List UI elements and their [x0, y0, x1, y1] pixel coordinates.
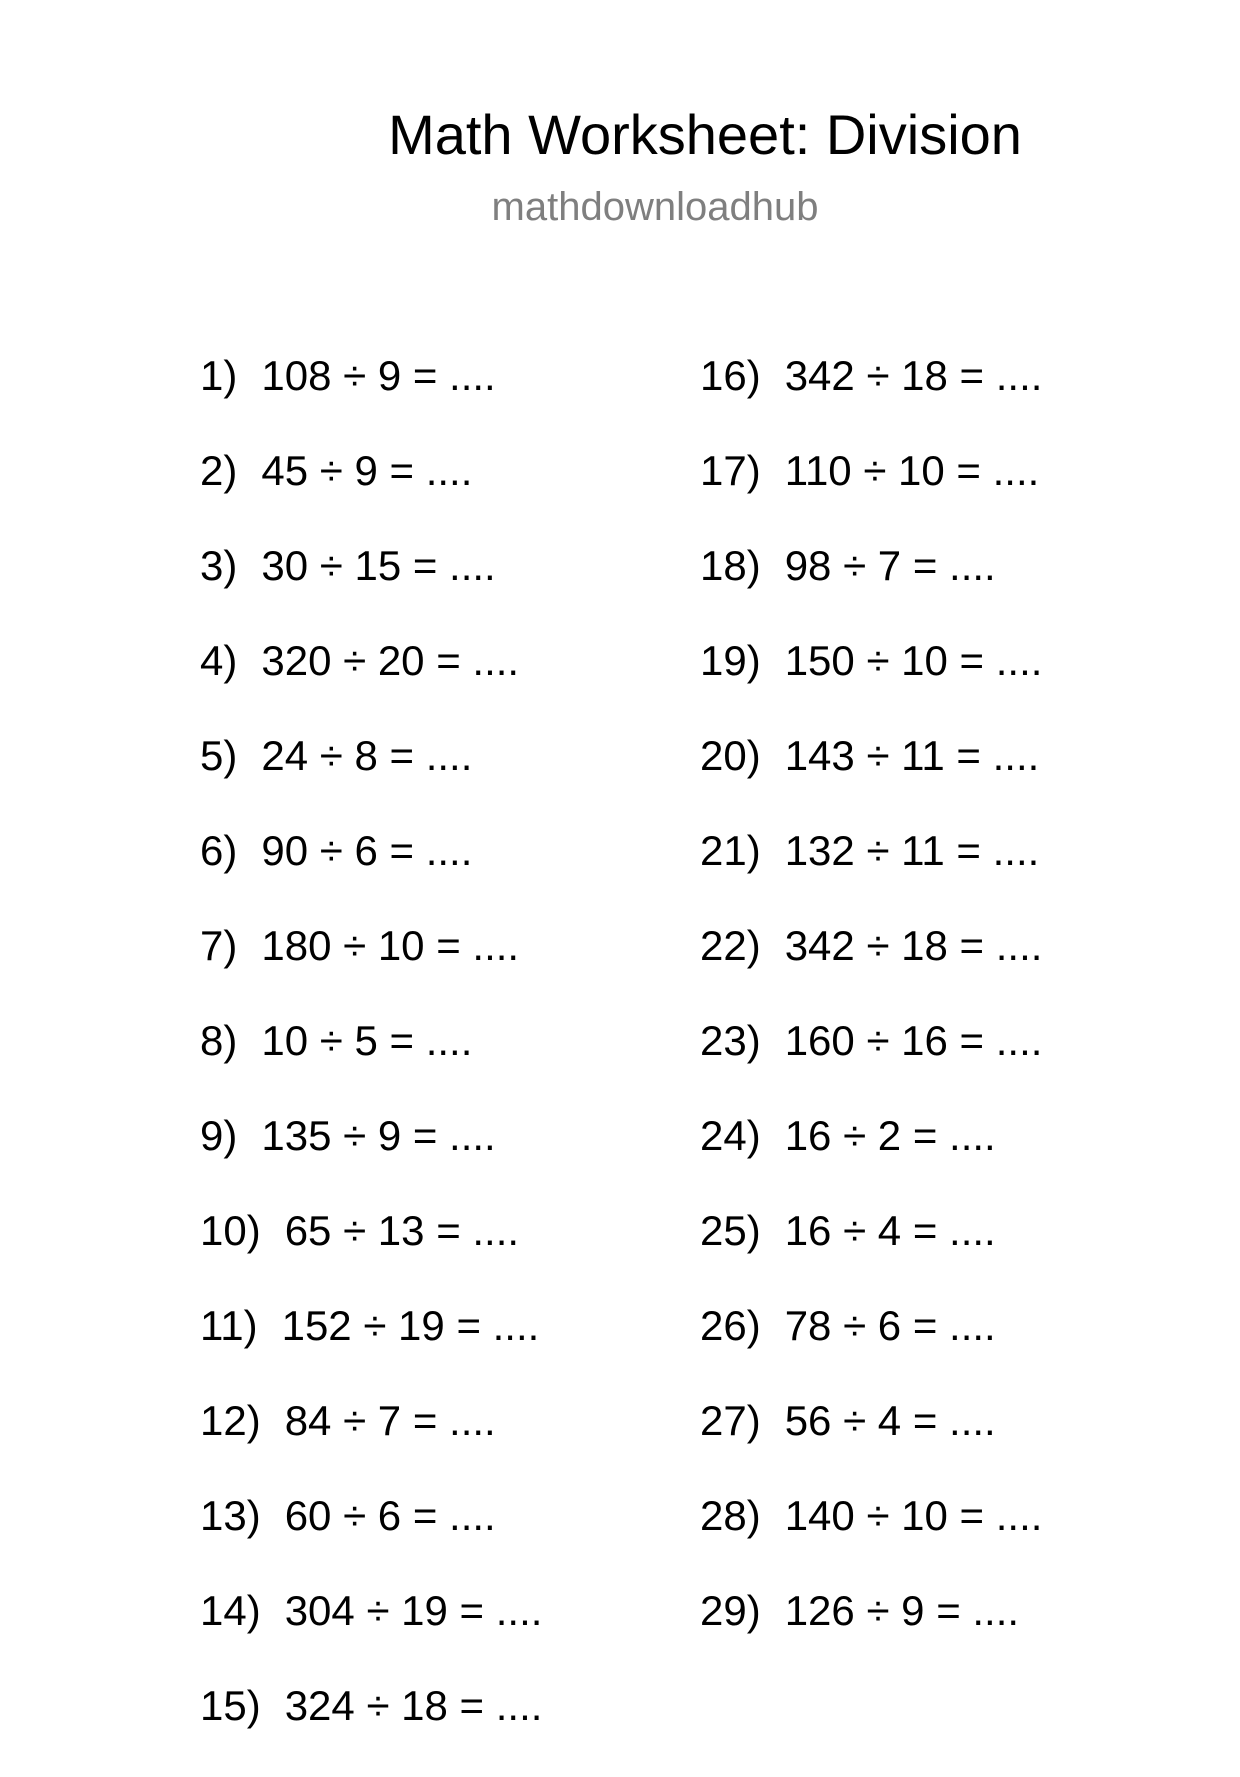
problem-expression: 10 ÷ 5 = ....	[261, 1017, 473, 1064]
problem-expression: 320 ÷ 20 = ....	[261, 637, 520, 684]
problem-item	[700, 827, 1042, 922]
problem-item	[700, 1492, 1042, 1587]
problem-number: 22)	[700, 922, 761, 969]
problem-expression: 150 ÷ 10 = ....	[784, 637, 1043, 684]
problem-expression: 324 ÷ 18 = ....	[284, 1682, 543, 1729]
problem-number: 7)	[200, 922, 238, 969]
problem-item	[200, 1302, 542, 1397]
problem-item	[200, 1492, 542, 1587]
problem-number: 13)	[200, 1492, 261, 1539]
problem-number: 11)	[200, 1302, 258, 1349]
problem-item	[200, 827, 542, 922]
problem-number: 29)	[700, 1587, 761, 1634]
problem-number: 2)	[200, 447, 238, 494]
problem-item	[700, 352, 1042, 447]
problem-expression: 16 ÷ 4 = ....	[784, 1207, 996, 1254]
problem-expression: 126 ÷ 9 = ....	[784, 1587, 1020, 1634]
problem-number: 19)	[700, 637, 761, 684]
problem-number: 16)	[700, 352, 761, 399]
problem-expression: 60 ÷ 6 = ....	[284, 1492, 496, 1539]
problem-number: 17)	[700, 447, 761, 494]
problem-number: 23)	[700, 1017, 761, 1064]
problem-number: 9)	[200, 1112, 238, 1159]
problem-expression: 24 ÷ 8 = ....	[261, 732, 473, 779]
problem-expression: 110 ÷ 10 = ....	[784, 447, 1040, 494]
problem-number: 3)	[200, 542, 238, 589]
problem-number: 6)	[200, 827, 238, 874]
problem-item	[700, 922, 1042, 1017]
problem-number: 27)	[700, 1397, 761, 1444]
problem-item	[200, 732, 542, 827]
problem-number: 1)	[200, 352, 238, 399]
problem-number: 14)	[200, 1587, 261, 1634]
problem-expression: 16 ÷ 2 = ....	[784, 1112, 996, 1159]
problem-expression: 30 ÷ 15 = ....	[261, 542, 496, 589]
problem-expression: 140 ÷ 10 = ....	[784, 1492, 1043, 1539]
problem-expression: 78 ÷ 6 = ....	[784, 1302, 996, 1349]
worksheet-subtitle: mathdownloadhub	[491, 185, 819, 229]
problem-item	[700, 1017, 1042, 1112]
problem-column-right	[700, 352, 1042, 1682]
problem-number: 20)	[700, 732, 761, 779]
problem-item	[700, 1587, 1042, 1682]
problem-number: 28)	[700, 1492, 761, 1539]
problem-expression: 180 ÷ 10 = ....	[261, 922, 520, 969]
problem-item	[200, 1682, 542, 1777]
problem-expression: 108 ÷ 9 = ....	[261, 352, 496, 399]
problem-item	[200, 637, 542, 732]
problem-expression: 84 ÷ 7 = ....	[284, 1397, 496, 1444]
problem-item	[700, 1397, 1042, 1492]
problem-expression: 132 ÷ 11 = ....	[784, 827, 1040, 874]
problem-expression: 152 ÷ 19 = ....	[281, 1302, 540, 1349]
problem-number: 4)	[200, 637, 238, 684]
problem-expression: 90 ÷ 6 = ....	[261, 827, 473, 874]
worksheet-title: Math Worksheet: Division	[388, 103, 1022, 166]
problem-number: 5)	[200, 732, 238, 779]
problem-item	[200, 1207, 542, 1302]
problem-number: 25)	[700, 1207, 761, 1254]
problem-item	[700, 732, 1042, 827]
problem-item	[200, 1017, 542, 1112]
problem-column-left	[200, 352, 542, 1777]
problem-number: 24)	[700, 1112, 761, 1159]
problem-expression: 56 ÷ 4 = ....	[784, 1397, 996, 1444]
problem-item	[700, 1302, 1042, 1397]
problem-item	[200, 1112, 542, 1207]
problem-expression: 160 ÷ 16 = ....	[784, 1017, 1043, 1064]
problem-number: 15)	[200, 1682, 261, 1729]
problem-item	[200, 1587, 542, 1682]
problem-expression: 342 ÷ 18 = ....	[784, 352, 1043, 399]
problem-item	[700, 1207, 1042, 1302]
problem-item	[200, 542, 542, 637]
problem-item	[700, 637, 1042, 732]
problem-item	[700, 542, 1042, 637]
problem-expression: 98 ÷ 7 = ....	[784, 542, 996, 589]
problem-expression: 45 ÷ 9 = ....	[261, 447, 473, 494]
problem-expression: 342 ÷ 18 = ....	[784, 922, 1043, 969]
problem-expression: 143 ÷ 11 = ....	[784, 732, 1040, 779]
problem-expression: 65 ÷ 13 = ....	[284, 1207, 520, 1254]
problem-number: 8)	[200, 1017, 238, 1064]
problem-expression: 135 ÷ 9 = ....	[261, 1112, 496, 1159]
problem-item	[200, 447, 542, 542]
problem-number: 21)	[700, 827, 761, 874]
problem-item	[700, 1112, 1042, 1207]
problem-item	[700, 447, 1042, 542]
problem-item	[200, 352, 542, 447]
problem-number: 18)	[700, 542, 761, 589]
problem-expression: 304 ÷ 19 = ....	[284, 1587, 543, 1634]
problem-number: 26)	[700, 1302, 761, 1349]
problem-item	[200, 922, 542, 1017]
problem-number: 12)	[200, 1397, 261, 1444]
problem-number: 10)	[200, 1207, 261, 1254]
problem-item	[200, 1397, 542, 1492]
